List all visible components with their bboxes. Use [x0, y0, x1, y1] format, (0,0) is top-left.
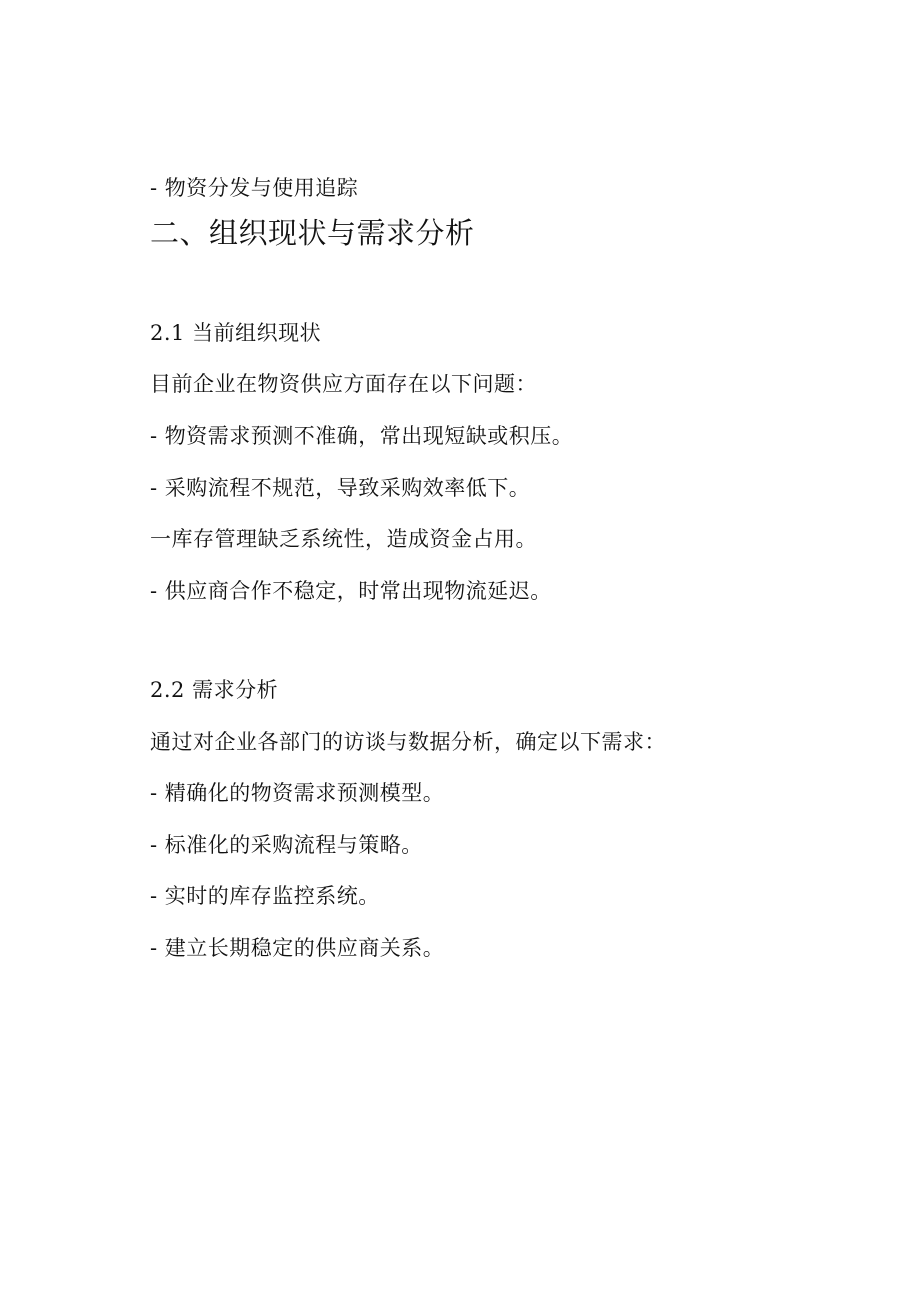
- subsection-2-item: - 建立长期稳定的供应商关系。: [150, 936, 445, 960]
- subsection-1-item: - 采购流程不规范，导致采购效率低下。: [150, 476, 531, 500]
- subsection-1-title: 2.1 当前组织现状: [150, 321, 322, 345]
- subsection-1-item: - 供应商合作不稳定，时常出现物流延迟。: [150, 579, 552, 603]
- section-heading: 二、组织现状与需求分析: [150, 216, 475, 250]
- subsection-1-item: - 物资需求预测不准确，常出现短缺或积压。: [150, 424, 574, 448]
- subsection-1-item: 一库存管理缺乏系统性，造成资金占用。: [150, 527, 537, 551]
- subsection-1-lead: 目前企业在物资供应方面存在以下问题：: [150, 372, 537, 396]
- subsection-2-item: - 标准化的采购流程与策略。: [150, 833, 423, 857]
- subsection-2-lead: 通过对企业各部门的访谈与数据分析，确定以下需求：: [150, 730, 666, 754]
- subsection-2-item: - 精确化的物资需求预测模型。: [150, 781, 445, 805]
- intro-list-item: - 物资分发与使用追踪: [150, 176, 359, 200]
- subsection-2-item: - 实时的库存监控系统。: [150, 884, 380, 908]
- subsection-2-title: 2.2 需求分析: [150, 678, 279, 702]
